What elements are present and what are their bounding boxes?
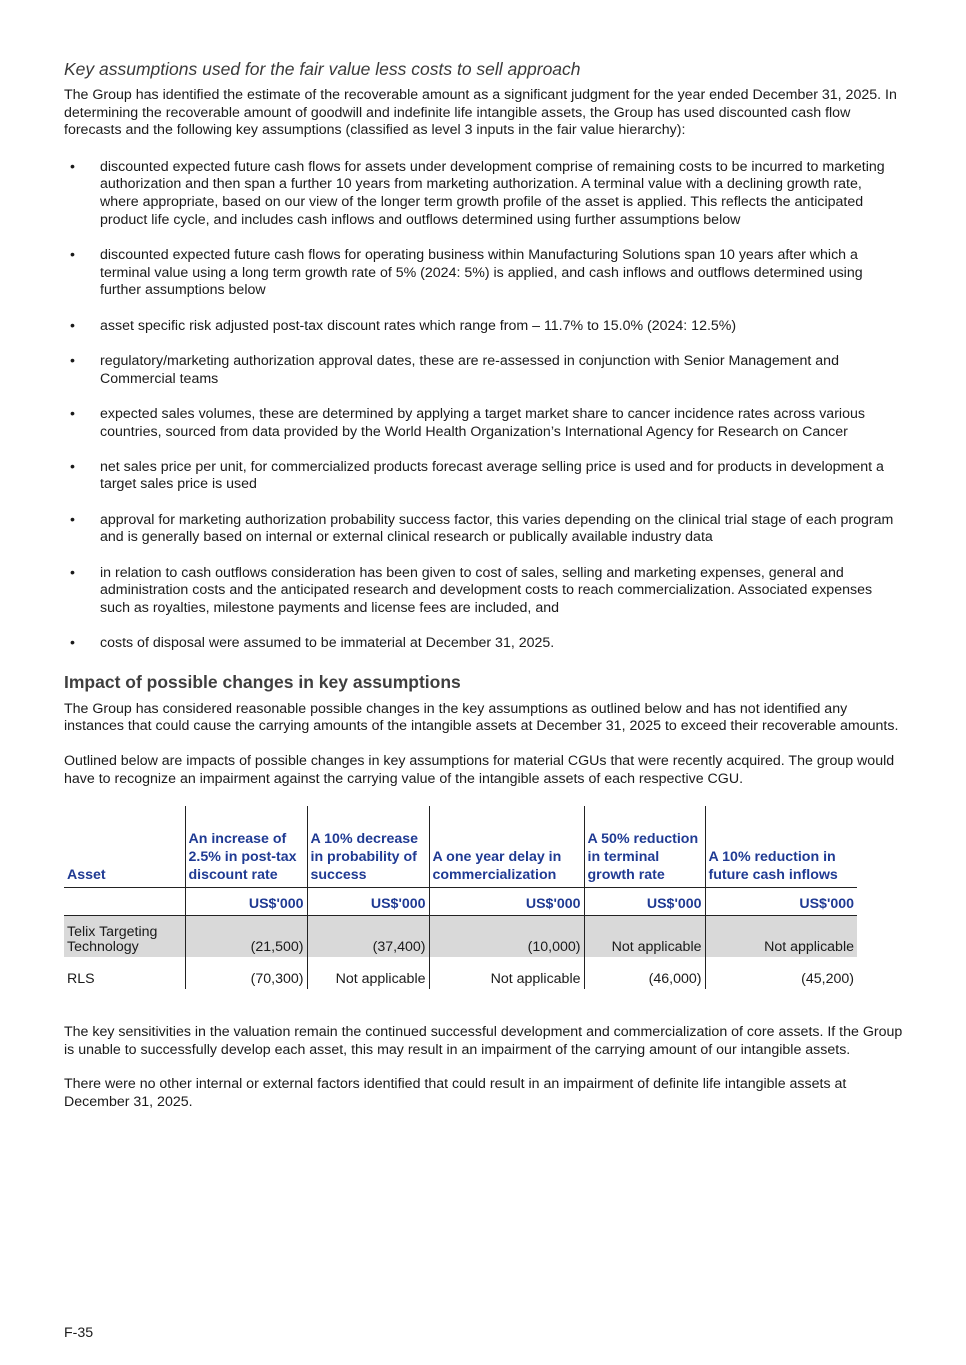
asset-name-cell: RLS bbox=[67, 971, 95, 988]
unit-cell: US$'000 bbox=[429, 888, 584, 916]
bullet-icon: • bbox=[70, 564, 75, 581]
sensitivity-table bbox=[64, 806, 857, 989]
value-cell: Not applicable bbox=[584, 916, 705, 958]
closing-paragraph: There were no other internal or external factors identified that could result in an impairment of definite life intangible assets at December 31, 2025. bbox=[64, 1076, 847, 1110]
sensitivity-paragraph: The key sensitivities in the valuation remain the continued successful development and commercialization of core assets. If the Group is unable to successfully develop each asset, this may result in an impairment of the carrying amount of our intangible assets. bbox=[64, 1024, 903, 1058]
bullet-icon: • bbox=[70, 458, 75, 475]
list-item: • discounted expected future cash flows for operating business within Manufacturing Solutions span 10 years after which a terminal value using a long term growth rate of 5% (2024: 5%) is applied, and cash inflows and outflows determined using further assumptions below bbox=[70, 246, 863, 299]
table-row bbox=[64, 957, 857, 989]
list-item: • costs of disposal were assumed to be immaterial at December 31, 2025. bbox=[70, 635, 555, 652]
value-cell: Not applicable bbox=[429, 957, 584, 989]
table-header-row bbox=[64, 806, 857, 888]
bullet-icon: • bbox=[70, 158, 75, 175]
unit-cell: US$'000 bbox=[185, 888, 307, 916]
bullet-icon: • bbox=[70, 246, 75, 263]
intro-paragraph: The Group has identified the estimate of the recoverable amount as a significant judgment for the year ended December 31, 2025. In determining the recoverable amount of goodwill and indefinite life intangible assets, the Group has used discounted cash flow forecasts and the following key assumptions (classified as level 3 inputs in the fair value hierarchy): bbox=[64, 87, 897, 139]
table-row bbox=[64, 916, 857, 958]
impact-paragraph-2: Outlined below are impacts of possible changes in key assumptions for material CGUs that were recently acquired. The group would have to recognize an impairment against the carrying value of the intangible assets of each respective CGU. bbox=[64, 753, 895, 787]
bullet-icon: • bbox=[70, 405, 75, 422]
value-cell: (70,300) bbox=[185, 957, 307, 989]
column-header-delay: A one year delay in commercialization bbox=[429, 806, 584, 888]
section-heading-impact: Impact of possible changes in key assumptions bbox=[64, 671, 461, 692]
list-item: • discounted expected future cash flows for assets under development comprise of remaining costs to be incurred to marketing authorization and then span a further 10 years from marketing authorization. A terminal value with a declining growth rate, where appropriate, based on our view of the longer term growth profile of the asset is applied. This reflects the anticipated product life cycle, and includes cash inflows and outflows determined using further assumptions below bbox=[70, 158, 885, 228]
bullet-icon: • bbox=[70, 352, 75, 369]
value-cell: (21,500) bbox=[185, 916, 307, 958]
asset-name-cell: Telix Targeting Technology bbox=[64, 916, 185, 958]
list-item: • in relation to cash outflows consideration has been given to cost of sales, selling and marketing expenses, general and administration costs and the anticipated research and development costs to reach commercialization. Associated expenses such as royalties, milestone payments and license fees are included, and bbox=[70, 564, 873, 617]
value-cell: (45,200) bbox=[705, 957, 857, 989]
column-header-cash-inflows: A 10% reduction in future cash inflows bbox=[705, 806, 857, 888]
list-item: • net sales price per unit, for commercialized products forecast average selling price is used and for products in development a target sales price is used bbox=[70, 458, 884, 493]
list-item: • approval for marketing authorization probability success factor, this varies depending on the clinical trial stage of each program and is generally based on internal or external clinical research or publically available industry data bbox=[70, 511, 894, 546]
column-header-asset: Asset bbox=[64, 806, 185, 888]
bullet-icon: • bbox=[70, 635, 75, 652]
section-heading-key-assumptions: Key assumptions used for the fair value less costs to sell approach bbox=[64, 59, 581, 79]
table-units-row bbox=[64, 888, 857, 916]
unit-cell: US$'000 bbox=[584, 888, 705, 916]
value-cell: Not applicable bbox=[307, 957, 429, 989]
unit-cell bbox=[64, 888, 185, 916]
column-header-discount-rate: An increase of 2.5% in post-tax discount rate bbox=[185, 806, 307, 888]
column-header-probability: A 10% decrease in probability of success bbox=[307, 806, 429, 888]
page-content bbox=[64, 58, 904, 1112]
list-item: • asset specific risk adjusted post-tax discount rates which range from – 11.7% to 15.0% (2024: 12.5%) bbox=[70, 317, 737, 334]
value-cell: (46,000) bbox=[584, 957, 705, 989]
assumptions-list bbox=[64, 159, 904, 653]
bullet-icon: • bbox=[70, 511, 75, 528]
list-item: • expected sales volumes, these are determined by applying a target market share to cancer incidence rates across various countries, sourced from data provided by the World Health Organization’s International Agency for Research on Cancer bbox=[70, 405, 865, 440]
bullet-icon: • bbox=[70, 317, 75, 334]
page-number: F-35 bbox=[64, 1325, 94, 1341]
value-cell: Not applicable bbox=[705, 916, 857, 958]
unit-cell: US$'000 bbox=[705, 888, 857, 916]
list-item: • regulatory/marketing authorization approval dates, these are re-assessed in conjunction with Senior Management and Commercial teams bbox=[70, 352, 839, 387]
value-cell: (10,000) bbox=[429, 916, 584, 958]
column-header-growth-rate: A 50% reduction in terminal growth rate bbox=[584, 806, 705, 888]
impact-paragraph-1: The Group has considered reasonable possible changes in the key assumptions as outlined below and has not identified any instances that could cause the carrying amounts of the intangible assets at December 31, 2025 to exceed their recoverable amounts. bbox=[64, 700, 899, 735]
unit-cell: US$'000 bbox=[307, 888, 429, 916]
value-cell: (37,400) bbox=[307, 916, 429, 958]
